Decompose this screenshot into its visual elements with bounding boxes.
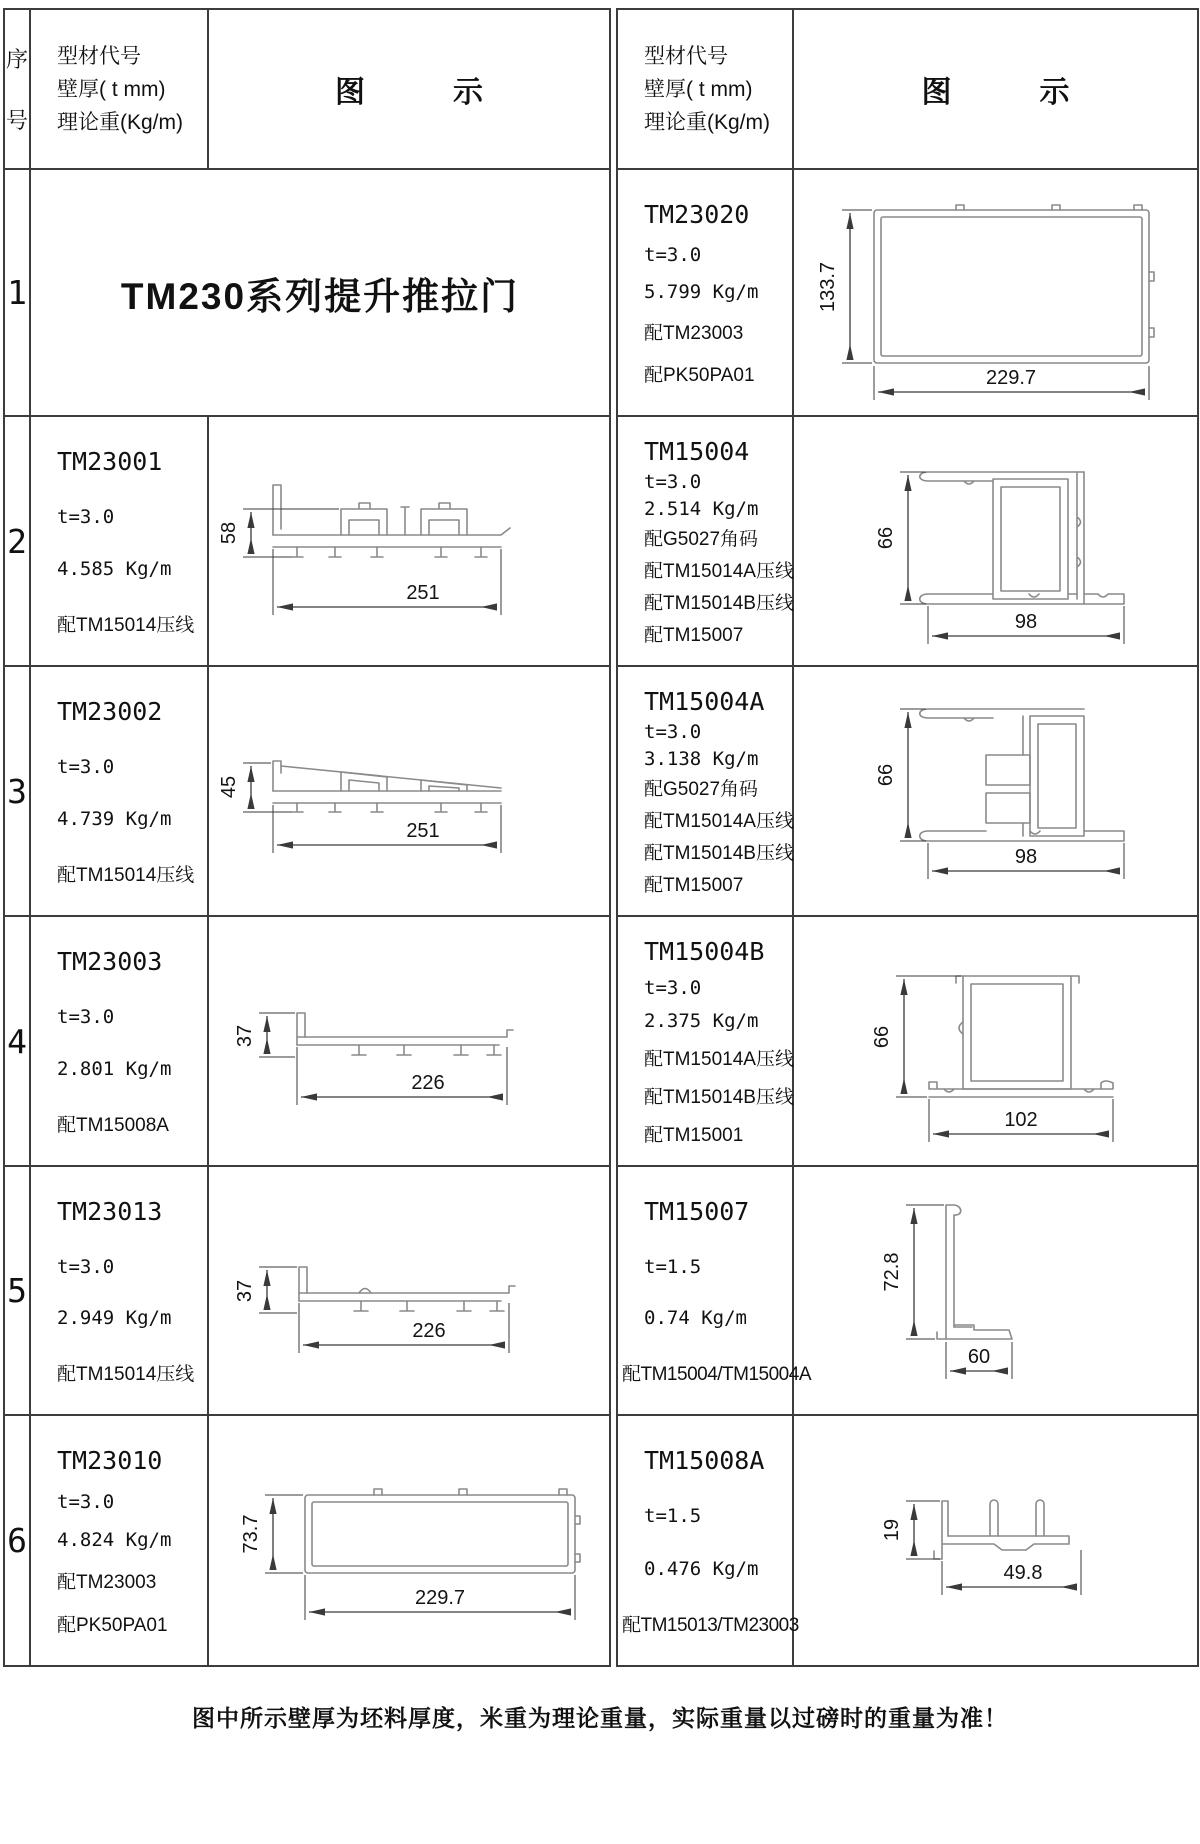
pairing-note: 配TM15014B压线 — [644, 1086, 794, 1108]
pairing-note: 配TM15014B压线 — [644, 843, 794, 865]
height-dim-label: 58 — [218, 521, 240, 545]
header-spec-column-left — [31, 10, 209, 170]
unit-weight: 2.949 Kg/m — [57, 1307, 172, 1330]
pairing-note: 配TM15007 — [644, 874, 744, 896]
unit-weight: 0.74 Kg/m — [644, 1307, 747, 1330]
profile-diagram-tm15004b — [794, 917, 1197, 1165]
pairing-note: 配PK50PA01 — [644, 365, 755, 386]
header-spec-line: 壁厚( t mm) — [644, 77, 753, 101]
header-spec-line: 型材代号 — [57, 44, 141, 68]
pairing-note: 配TM15004/TM15004A — [622, 1363, 811, 1385]
profile-diagram-tm15007 — [794, 1167, 1197, 1415]
profile-diagram-tm23003 — [209, 917, 609, 1165]
header-diagram-column-left — [209, 10, 609, 170]
height-dim-label: 133.7 — [817, 261, 839, 313]
pairing-note: 配TM15014压线 — [57, 865, 195, 886]
profile-diagram-tm23020 — [794, 170, 1197, 417]
width-dim-label: 102 — [1004, 1109, 1038, 1131]
width-dim-label: 60 — [967, 1346, 991, 1368]
header-diagram-char: 示 — [453, 76, 483, 109]
wall-thickness: t=3.0 — [644, 977, 702, 1000]
header-diagram-char: 图 — [921, 76, 952, 109]
header-spec-line: 壁厚( t mm) — [57, 77, 166, 101]
height-dim-label: 73.7 — [240, 1514, 262, 1554]
pairing-note: 配TM23003 — [644, 323, 744, 344]
width-dim-label: 49.8 — [1003, 1562, 1043, 1584]
wall-thickness: t=1.5 — [644, 1255, 702, 1278]
height-dim-label: 66 — [875, 763, 897, 787]
serial-cell-3: 3 — [5, 667, 31, 917]
diagram-cell-tm23020 — [794, 170, 1197, 417]
unit-weight: 3.138 Kg/m — [644, 747, 759, 770]
header-serial-bottom: 号 — [5, 108, 28, 133]
table-left — [3, 8, 611, 1667]
serial-cell-6: 6 — [5, 1416, 31, 1665]
wall-thickness: t=1.5 — [644, 1505, 702, 1528]
pairing-note: 配TM23003 — [57, 1572, 157, 1593]
header-serial-column — [5, 10, 31, 170]
profile-code: TM23020 — [644, 200, 750, 229]
profile-code: TM23003 — [57, 947, 163, 976]
height-dim-label: 72.8 — [881, 1252, 903, 1292]
spec-cell-tm23020 — [618, 170, 794, 417]
profile-code: TM15004 — [644, 437, 750, 466]
header-spec-line: 型材代号 — [644, 44, 728, 68]
profile-code: TM23002 — [57, 697, 163, 726]
wall-thickness: t=3.0 — [644, 470, 702, 493]
unit-weight: 2.801 Kg/m — [57, 1058, 172, 1080]
header-diagram-column-right — [794, 10, 1197, 170]
profile-diagram-tm23010 — [209, 1416, 609, 1664]
header-spec-column-right — [618, 10, 794, 170]
spec-cell-tm23002 — [31, 667, 209, 917]
wall-thickness: t=3.0 — [644, 244, 702, 266]
serial-cell-4: 4 — [5, 917, 31, 1167]
unit-weight: 4.739 Kg/m — [57, 808, 172, 830]
serial-cell-1: 1 — [5, 170, 31, 417]
spec-cell-tm15007 — [618, 1167, 811, 1416]
height-dim-label: 45 — [218, 775, 240, 799]
diagram-cell-tm23010 — [209, 1416, 609, 1665]
spec-cell-tm23010 — [31, 1416, 209, 1665]
diagram-cell-tm15007 — [794, 1167, 1197, 1416]
diagram-cell-tm15008a — [794, 1416, 1197, 1665]
table-right — [616, 8, 1199, 1667]
height-dim-label: 66 — [871, 1025, 893, 1049]
profile-diagram-tm23002 — [209, 667, 609, 915]
profile-diagram-tm15008a — [794, 1416, 1197, 1665]
unit-weight: 4.824 Kg/m — [57, 1529, 172, 1551]
diagram-cell-tm15004a — [794, 667, 1197, 917]
pairing-note: 配TM15008A — [57, 1115, 169, 1136]
profile-code: TM15004A — [644, 687, 765, 716]
height-dim-label: 37 — [234, 1024, 256, 1048]
serial-cell-2: 2 — [5, 417, 31, 667]
unit-weight: 2.514 Kg/m — [644, 497, 759, 520]
spec-cell-tm15004 — [618, 417, 794, 667]
spec-cell-tm15008a — [618, 1416, 799, 1665]
height-dim-label: 66 — [875, 526, 897, 550]
profile-code: TM23010 — [57, 1446, 163, 1475]
unit-weight: 2.375 Kg/m — [644, 1010, 759, 1033]
spec-cell-tm15004a — [618, 667, 794, 917]
wall-thickness: t=3.0 — [57, 1006, 115, 1028]
profile-diagram-tm15004a — [794, 667, 1197, 915]
pairing-note: 配TM15014A压线 — [644, 811, 794, 833]
width-dim-label: 251 — [406, 820, 440, 842]
header-diagram-char: 图 — [335, 76, 365, 109]
profile-code: TM15004B — [644, 937, 765, 966]
diagram-cell-tm23013 — [209, 1167, 609, 1416]
spec-cell-tm23013 — [31, 1167, 209, 1416]
wall-thickness: t=3.0 — [57, 756, 115, 778]
height-dim-label: 37 — [234, 1279, 256, 1303]
width-dim-label: 226 — [411, 1072, 445, 1094]
width-dim-label: 229.7 — [985, 367, 1037, 389]
width-dim-label: 251 — [406, 582, 440, 604]
spec-cell-tm23001 — [31, 417, 209, 667]
unit-weight: 4.585 Kg/m — [57, 558, 172, 580]
width-dim-label: 98 — [1014, 846, 1038, 868]
unit-weight: 0.476 Kg/m — [644, 1557, 759, 1580]
pairing-note: 配TM15014A压线 — [644, 1048, 794, 1070]
wall-thickness: t=3.0 — [644, 720, 702, 743]
width-dim-label: 98 — [1014, 611, 1038, 633]
header-spec-line: 理论重(Kg/m) — [57, 110, 183, 134]
pairing-note: 配TM15001 — [644, 1124, 744, 1146]
spec-cell-tm23003 — [31, 917, 209, 1167]
diagram-cell-tm23003 — [209, 917, 609, 1167]
profile-diagram-tm23001 — [209, 417, 609, 665]
diagram-cell-tm15004 — [794, 417, 1197, 667]
wall-thickness: t=3.0 — [57, 1491, 115, 1513]
profile-code: TM15008A — [644, 1446, 765, 1475]
profile-diagram-tm23013 — [209, 1167, 609, 1415]
pairing-note: 配TM15013/TM23003 — [622, 1614, 799, 1636]
width-dim-label: 226 — [412, 1320, 446, 1342]
spec-cell-tm15004b — [618, 917, 794, 1167]
width-dim-label: 229.7 — [414, 1587, 466, 1609]
wall-thickness: t=3.0 — [57, 506, 115, 528]
pairing-note: 配G5027角码 — [644, 529, 759, 551]
unit-weight: 5.799 Kg/m — [644, 281, 759, 303]
footer-note: 图中所示壁厚为坯料厚度，米重为理论重量，实际重量以过磅时的重量为准！ — [192, 1705, 1008, 1731]
serial-cell-5: 5 — [5, 1167, 31, 1416]
profile-code: TM23001 — [57, 447, 163, 476]
header-spec-line: 理论重(Kg/m) — [644, 110, 770, 134]
pairing-note: 配TM15007 — [644, 624, 744, 646]
series-title: TM230系列提升推拉门 — [31, 170, 609, 417]
diagram-cell-tm23002 — [209, 667, 609, 917]
pairing-note: 配TM15014压线 — [57, 615, 195, 636]
pairing-note: 配TM15014A压线 — [644, 561, 794, 583]
wall-thickness: t=3.0 — [57, 1255, 115, 1278]
pairing-note: 配TM15014压线 — [57, 1363, 195, 1385]
pairing-note: 配PK50PA01 — [57, 1615, 168, 1636]
profile-code: TM23013 — [57, 1197, 163, 1226]
header-diagram-char: 示 — [1039, 76, 1070, 109]
pairing-note: 配TM15014B压线 — [644, 593, 794, 615]
profile-code: TM15007 — [644, 1197, 750, 1226]
pairing-note: 配G5027角码 — [644, 779, 759, 801]
diagram-cell-tm23001 — [209, 417, 609, 667]
header-serial-top: 序 — [5, 47, 28, 72]
height-dim-label: 19 — [881, 1518, 903, 1542]
profile-diagram-tm15004 — [794, 417, 1197, 665]
diagram-cell-tm15004b — [794, 917, 1197, 1167]
